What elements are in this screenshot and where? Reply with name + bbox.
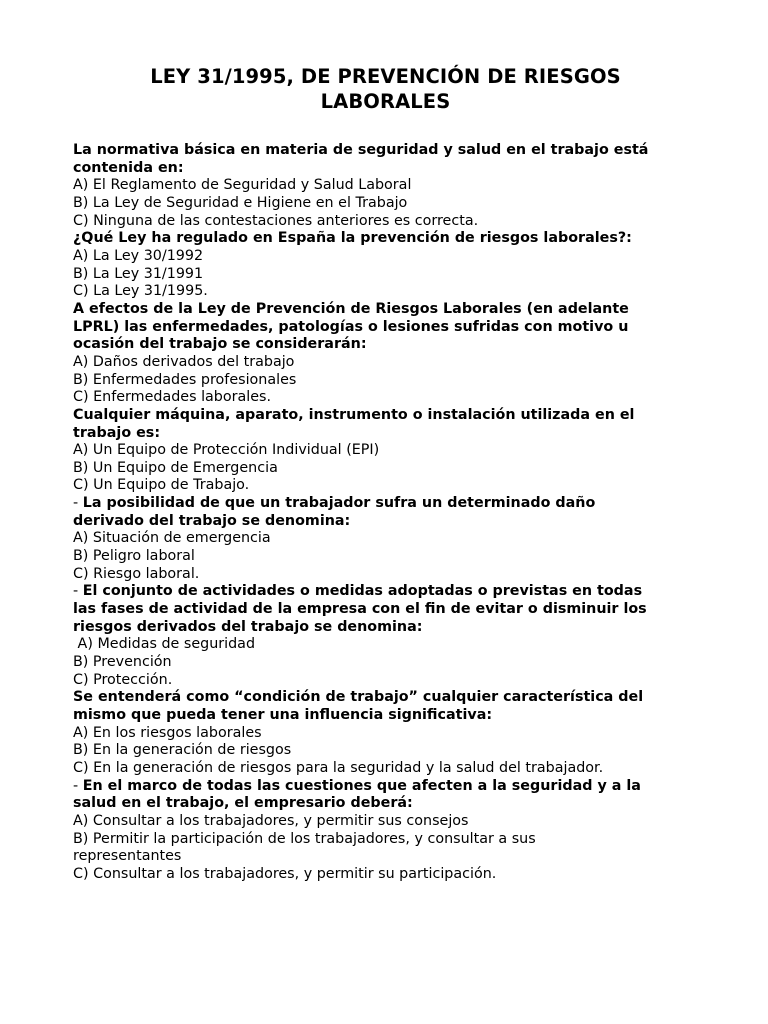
question-dash: - [73, 777, 83, 794]
question-dash: - [73, 583, 83, 600]
question-text-line [73, 778, 698, 796]
answer-option: A) La Ley 30/1992 [73, 247, 204, 264]
answer-option: A) Medidas de seguridad [73, 636, 256, 653]
question-text: Cualquier máquina, aparato, instrumento o instalación utilizada en el [73, 406, 635, 423]
question-text: En el marco de todas las cuestiones que afecten a la seguridad y a la [82, 777, 641, 794]
question-text: Se entenderá como “condición de trabajo” cualquier característica del [73, 689, 644, 706]
answer-option: A) Un Equipo de Protección Individual (EPI) [73, 442, 380, 459]
question-text-line [73, 513, 698, 531]
question-text-line [73, 230, 698, 248]
answer-option: A) Consultar a los trabajadores, y permitir sus consejos [73, 812, 469, 829]
question-block [73, 495, 698, 583]
question-text-line [73, 142, 698, 160]
question-text-line [73, 407, 698, 425]
answer-option: B) Enfermedades profesionales [73, 371, 297, 388]
question-text-line [73, 336, 698, 354]
answer-option: C) En la generación de riesgos para la seguridad y la salud del trabajador. [73, 759, 604, 776]
answer-option: B) Peligro laboral [73, 548, 195, 565]
question-text-line [73, 425, 698, 443]
answer-option: C) Riesgo laboral. [73, 565, 200, 582]
question-text: A efectos de la Ley de Prevención de Riesgos Laborales (en adelante [73, 300, 629, 317]
question-text: las fases de actividad de la empresa con el fin de evitar o disminuir los [73, 601, 647, 618]
answer-option: B) La Ley de Seguridad e Higiene en el Trabajo [73, 194, 408, 211]
question-text-line [73, 707, 698, 725]
question-dash: - [73, 495, 83, 512]
answer-option: A) El Reglamento de Seguridad y Salud Laboral [73, 177, 412, 194]
question-text: trabajo es: [73, 424, 161, 441]
question-text: LPRL) las enfermedades, patologías o lesiones sufridas con motivo u [73, 318, 629, 335]
question-block [73, 583, 698, 689]
question-text: ¿Qué Ley ha regulado en España la prevención de riesgos laborales?: [73, 230, 632, 247]
answer-option: A) Daños derivados del trabajo [73, 353, 295, 370]
question-text: riesgos derivados del trabajo se denomina: [73, 618, 423, 635]
answer-option: A) Situación de emergencia [73, 530, 271, 547]
question-text-line [73, 160, 698, 178]
answer-option: C) Protección. [73, 671, 173, 688]
answer-option: B) En la generación de riesgos [73, 742, 292, 759]
answer-option: B) La Ley 31/1991 [73, 265, 204, 282]
question-text: La posibilidad de que un trabajador sufra un determinado daño [82, 495, 596, 512]
title-line: LEY 31/1995, DE PREVENCIÓN DE RIESGOS [150, 65, 621, 88]
answer-option: representantes [73, 848, 182, 865]
question-text: El conjunto de actividades o medidas adoptadas o previstas en todas [82, 583, 643, 600]
answer-option: B) Permitir la participación de los trabajadores, y consultar a sus [73, 830, 536, 847]
title-line: LABORALES [320, 90, 451, 113]
question-text: La normativa básica en materia de seguridad y salud en el trabajo está [73, 142, 649, 158]
question-block [73, 407, 698, 495]
answer-option: B) Prevención [73, 654, 172, 671]
question-block [73, 230, 698, 301]
question-block [73, 778, 698, 884]
document-page [73, 64, 698, 884]
answer-option: C) La Ley 31/1995. [73, 283, 208, 300]
answer-option: C) Enfermedades laborales. [73, 389, 272, 406]
answer-option: B) Un Equipo de Emergencia [73, 459, 278, 476]
question-text-line [73, 319, 698, 337]
question-block [73, 689, 698, 777]
question-block [73, 301, 698, 407]
document-title [73, 64, 698, 114]
answer-option: C) Ninguna de las contestaciones anteriores es correcta. [73, 212, 479, 229]
question-text-line [73, 795, 698, 813]
answer-option: C) Un Equipo de Trabajo. [73, 477, 250, 494]
question-text-line [73, 619, 698, 637]
question-text: contenida en: [73, 159, 184, 176]
question-text: ocasión del trabajo se considerarán: [73, 336, 367, 353]
question-text: mismo que pueda tener una influencia significativa: [73, 707, 493, 723]
question-text: derivado del trabajo se denomina: [73, 512, 351, 529]
answer-option: C) Consultar a los trabajadores, y permitir su participación. [73, 865, 497, 882]
question-text-line [73, 495, 698, 513]
question-list [73, 142, 698, 884]
question-block [73, 142, 698, 230]
question-text-line [73, 583, 698, 601]
question-text-line [73, 301, 698, 319]
question-text-line [73, 689, 698, 707]
answer-option: A) En los riesgos laborales [73, 724, 262, 741]
question-text-line [73, 601, 698, 619]
question-text: salud en el trabajo, el empresario deberá: [73, 795, 413, 812]
